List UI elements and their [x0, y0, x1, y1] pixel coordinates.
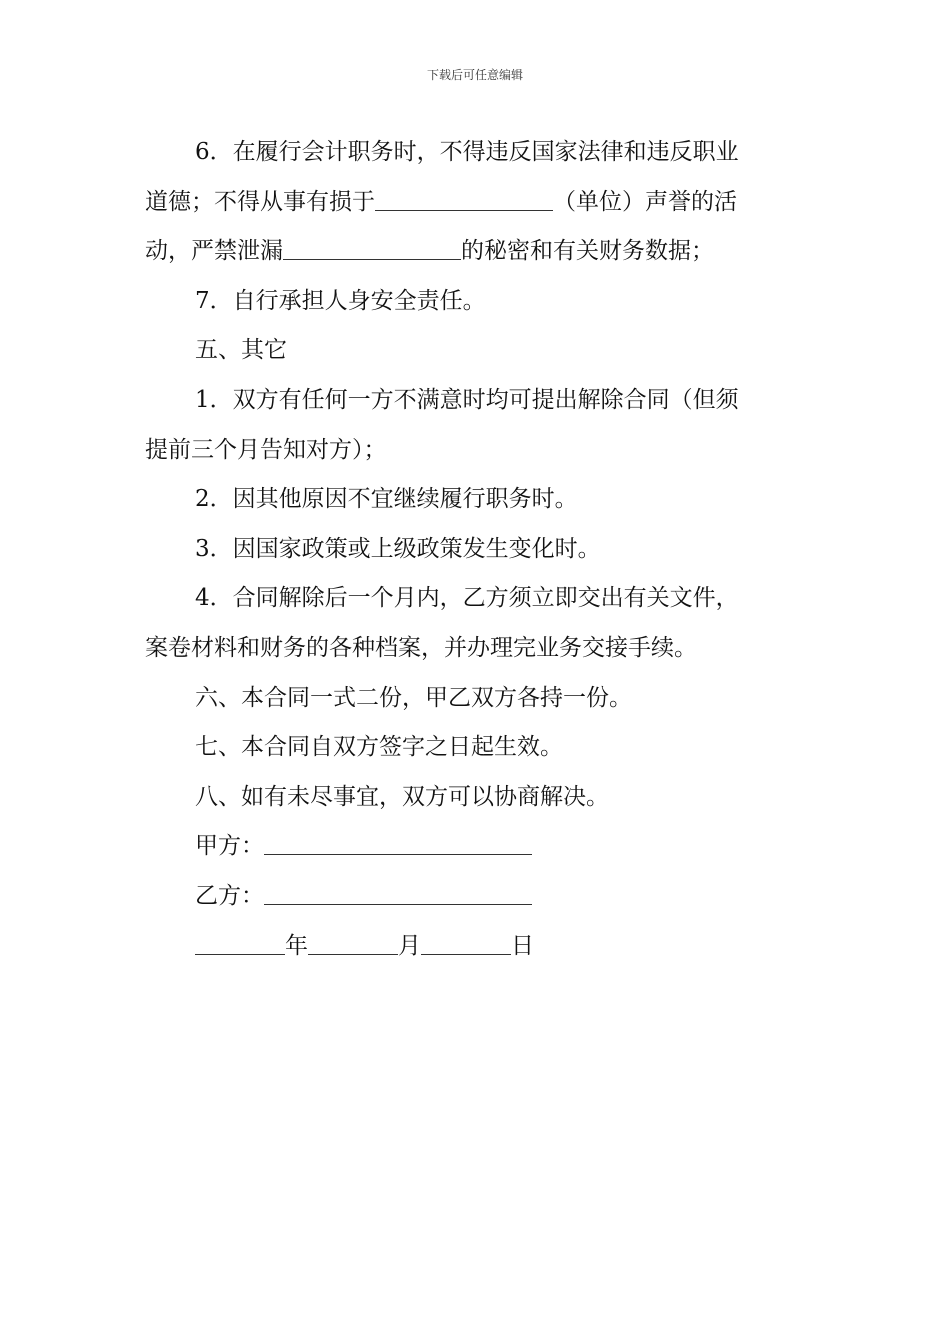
section-8: 八、如有未尽事宜，双方可以协商解决。 [195, 783, 609, 810]
clause-6-text-d: 的秘密和有关财务数据； [461, 238, 714, 265]
section-5-item-2: 2．因其他原因不宜继续履行职务时。 [195, 486, 578, 513]
party-a-label: 甲方： [195, 833, 264, 860]
page-header: 下载后可任意编辑 [426, 68, 523, 82]
section-6: 六、本合同一式二份，甲乙双方各持一份。 [195, 684, 632, 711]
clause-6-line-3 [145, 227, 810, 277]
year-blank[interactable] [195, 930, 285, 955]
clause-6-text-c: 动，严禁泄漏 [145, 238, 283, 265]
party-a-signature [145, 822, 810, 872]
section-5-item-1-line-2: 提前三个月告知对方）； [145, 436, 387, 463]
party-b-blank[interactable] [264, 880, 532, 905]
year-label: 年 [285, 932, 308, 959]
clause-6-line-1: 6．在履行会计职务时，不得违反国家法律和违反职业 [195, 139, 739, 165]
month-blank[interactable] [308, 930, 398, 955]
party-b-label: 乙方： [195, 882, 264, 909]
unit-name-blank[interactable] [375, 186, 553, 211]
day-label: 日 [511, 932, 534, 959]
section-7: 七、本合同自双方签字之日起生效。 [195, 734, 563, 761]
day-blank[interactable] [421, 930, 511, 955]
clause-7: 7．自行承担人身安全责任。 [195, 287, 486, 314]
date-line [145, 922, 810, 972]
clause-6-line-2 [145, 178, 810, 228]
secret-owner-blank[interactable] [283, 235, 461, 260]
clause-6-text-a: 道德；不得从事有损于 [145, 188, 375, 215]
section-5-item-4-line-1: 4．合同解除后一个月内，乙方须立即交出有关文件， [195, 585, 739, 612]
section-5-item-4-line-2: 案卷材料和财务的各种档案，并办理完业务交接手续。 [145, 634, 697, 661]
section-5-item-1-line-1: 1．双方有任何一方不满意时均可提出解除合同（但须 [195, 386, 739, 413]
document-body [145, 128, 810, 971]
party-b-signature [145, 872, 810, 922]
section-5-item-3: 3．因国家政策或上级政策发生变化时。 [195, 535, 601, 562]
month-label: 月 [398, 932, 421, 959]
party-a-blank[interactable] [264, 830, 532, 855]
section-5-heading: 五、其它 [195, 337, 287, 364]
clause-6-text-b: （单位）声誉的活 [553, 188, 737, 215]
